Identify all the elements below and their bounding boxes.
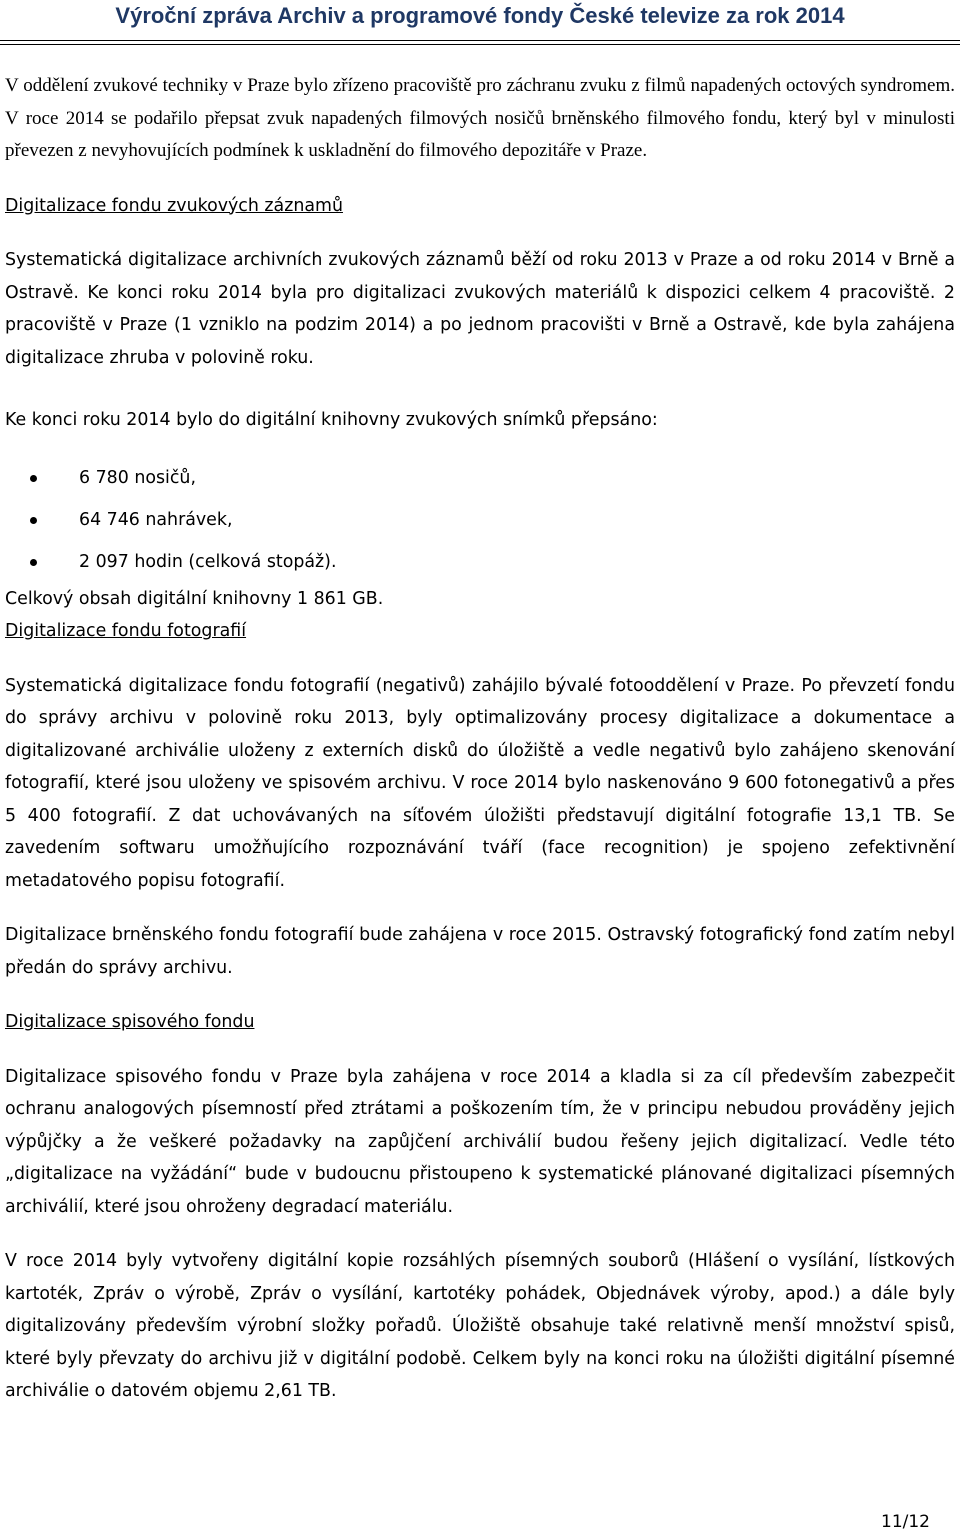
- sound-paragraph-1: Systematická digitalizace archivních zvukových záznamů běží od roku 2013 v Praze a od roku 2014 v Brně a Ostravě. Ke konci roku 2014 byla pro digitalizaci zvukových materiálů k dispozici celkem 4 pracoviště. 2 pracoviště v Praze (1 vzniklo na podzim 2014) a po jednom pracovišti v Brně a Ostravě, kde byla zahájena digitalizace zhruba v polovině roku.: [5, 250, 955, 368]
- docs-paragraph-1: Digitalizace spisového fondu v Praze byla zahájena v roce 2014 a kladla si za cíl především zabezpečit ochranu analogových písemností před ztrátami a poškozením tím, že v principu nebudou prováděny jejich výpůjčky a že veškeré požadavky na zapůjčení archiválií budou řešeny jejich digitalizací. Vedle této „digitalizace na vyžádání“ bude v budoucnu přistoupeno k systematické plánované digitalizaci písemných archiválií, které jsou ohroženy degradací materiálu.: [5, 1066, 955, 1217]
- bullet-icon: [30, 559, 37, 566]
- sound-stats-list: [5, 457, 955, 583]
- list-item-text: 2 097 hodin (celková stopáž).: [79, 551, 337, 572]
- header-rule-bottom: [0, 44, 960, 45]
- section-heading-photo: Digitalizace fondu fotografií: [5, 621, 247, 641]
- list-item: [5, 541, 955, 583]
- page-header-title: Výroční zpráva Archiv a programové fondy České televize za rok 2014: [115, 3, 845, 28]
- docs-paragraph-2: V roce 2014 byly vytvořeny digitální kopie rozsáhlých písemných souborů (Hlášení o vysílání, lístkových kartoték, Zpráv o výrobě, Zpráv o vysílání, kartotéky pohádek, Objednávek výroby, apod.) a dále byly digitalizovány především výrobní složky pořadů. Úložiště obsahuje také relativně menší množství spisů, které byly převzaty do archivu již v digitální podobě. Celkem byly na konci roku na úložišti digitální písemné archiválie o datovém objemu 2,61 TB.: [5, 1251, 955, 1401]
- bullet-icon: [30, 517, 37, 524]
- document-body: [5, 70, 955, 1408]
- sound-total: Celkový obsah digitální knihovny 1 861 GB.: [5, 588, 384, 609]
- section-heading-sound: Digitalizace fondu zvukových záznamů: [5, 195, 343, 216]
- bullet-icon: [30, 475, 37, 482]
- list-item: [5, 499, 955, 541]
- intro-paragraph: V oddělení zvukové techniky v Praze bylo zřízeno pracoviště pro záchranu zvuku z filmů napadených octových syndromem. V roce 2014 se podařilo přepsat zvuk napadených filmových nosičů brněnského filmového fondu, který byl v minulosti převezen z nevyhovujících podmínek k uskladnění do filmového depozitáře v Praze.: [5, 75, 955, 161]
- photo-paragraph-1: Systematická digitalizace fondu fotografií (negativů) zahájilo bývalé fotooddělení v Praze. Po převzetí fondu do správy archivu v polovině roku 2013, byly optimalizovány procesy digitalizace a dokumentace a digitalizované archiválie uloženy z externích disků do úložiště a vedle negativů bylo zahájeno skenování fotografií, které jsou uloženy ve spisovém archivu. V roce 2014 bylo naskenováno 9 600 fotonegativů a přes 5 400 fotografií. Z dat uchovávaných na síťovém úložišti představují digitální fotografie 13,1 TB. Se zavedením softwaru umožňujícího rozpoznávání tváří (face recognition) je spojeno zefektivnění metadatového popisu fotografií.: [5, 675, 955, 891]
- list-item-text: 6 780 nosičů,: [79, 467, 196, 488]
- list-item: [5, 457, 955, 499]
- section-heading-docs: Digitalizace spisového fondu: [5, 1012, 255, 1032]
- page-number: 11/12: [881, 1512, 930, 1532]
- sound-paragraph-2: Ke konci roku 2014 bylo do digitální knihovny zvukových snímků přepsáno:: [5, 410, 658, 430]
- photo-paragraph-2: Digitalizace brněnského fondu fotografií bude zahájena v roce 2015. Ostravský fotografický fond zatím nebyl předán do správy archivu.: [5, 925, 955, 978]
- header-rule-top: [0, 40, 960, 41]
- list-item-text: 64 746 nahrávek,: [79, 509, 233, 530]
